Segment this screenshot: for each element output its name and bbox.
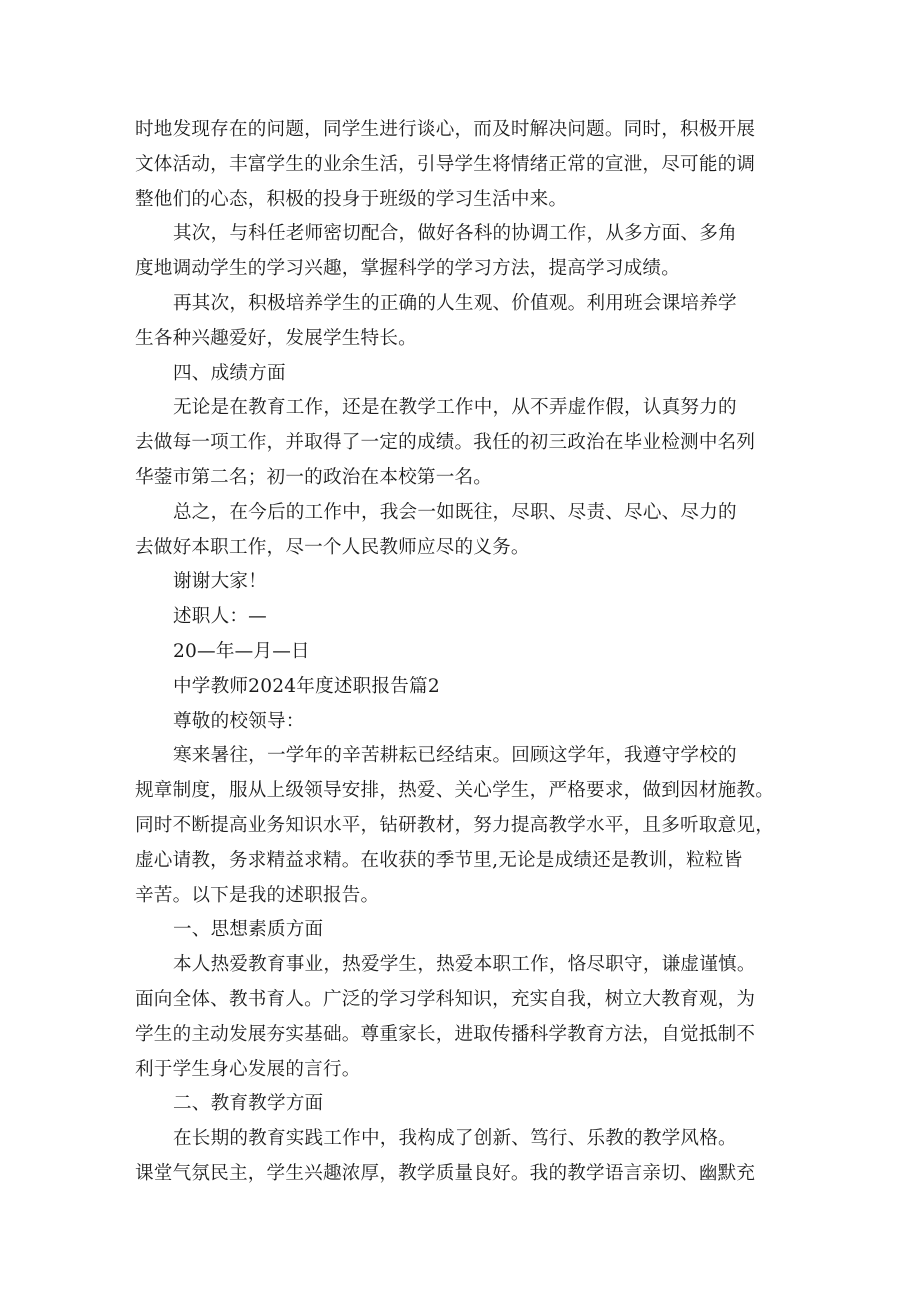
text-line: 总之，在今后的工作中，我会一如既往，尽职、尽责、尽心、尽力的 [173, 501, 737, 523]
text-line: 去做每一项工作，并取得了一定的成绩。我任的初三政治在毕业检测中名列 [135, 432, 756, 454]
text-line: 辛苦。以下是我的述职报告。 [135, 884, 380, 906]
text-line: 度地调动学生的学习兴趣，掌握科学的学习方法，提高学习成绩。 [135, 258, 681, 280]
paragraph [135, 1122, 787, 1192]
paragraph [135, 739, 787, 913]
paragraph [135, 391, 787, 495]
document-title [135, 670, 787, 705]
date-line [135, 635, 787, 670]
paragraph [135, 496, 787, 566]
paragraph [135, 948, 787, 1087]
paragraph [135, 287, 787, 357]
text-line: 一、思想素质方面 [173, 919, 324, 941]
text-line: 述职人：— [173, 606, 267, 628]
section-heading [135, 913, 787, 948]
text-line: 文体活动，丰富学生的业余生活，引导学生将情绪正常的宣泄，尽可能的调 [135, 153, 756, 175]
text-line: 去做好本职工作，尽一个人民教师应尽的义务。 [135, 536, 530, 558]
paragraph [135, 217, 787, 287]
text-line: 20—年—月—日 [173, 640, 310, 662]
text-line: 本人热爱教育事业，热爱学生，热爱本职工作，恪尽职守，谦虚谨慎。 [173, 954, 756, 976]
paragraph [135, 113, 787, 217]
salutation [135, 705, 787, 740]
text-line: 谢谢大家！ [173, 571, 267, 593]
text-line: 中学教师2024年度述职报告篇2 [173, 675, 440, 697]
text-line: 二、教育教学方面 [173, 1093, 324, 1115]
text-line: 生各种兴趣爱好，发展学生特长。 [135, 327, 417, 349]
text-line: 无论是在教育工作，还是在教学工作中，从不弄虚作假，认真努力的 [173, 397, 737, 419]
text-line: 在长期的教育实践工作中，我构成了创新、笃行、乐教的教学风格。 [173, 1128, 737, 1150]
signature-line [135, 600, 787, 635]
closing-thanks [135, 565, 787, 600]
text-line: 虚心请教，务求精益求精。在收获的季节里,无论是成绩还是教训，粒粒皆 [135, 849, 743, 871]
text-line: 利于学生身心发展的言行。 [135, 1058, 361, 1080]
document-page [135, 113, 787, 1192]
text-line: 同时不断提高业务知识水平，钻研教材，努力提高教学水平，且多听取意见， [135, 814, 774, 836]
text-line: 华蓥市第二名；初一的政治在本校第一名。 [135, 466, 493, 488]
section-heading [135, 1087, 787, 1122]
text-line: 学生的主动发展夯实基础。尊重家长，进取传播科学教育方法，自觉抵制不 [135, 1023, 756, 1045]
section-heading [135, 357, 787, 392]
text-line: 时地发现存在的问题，同学生进行谈心，而及时解决问题。同时，积极开展 [135, 119, 756, 140]
text-line: 其次，与科任老师密切配合，做好各科的协调工作，从多方面、多角 [173, 223, 737, 245]
text-line: 课堂气氛民主，学生兴趣浓厚，教学质量良好。我的教学语言亲切、幽默充 [135, 1162, 756, 1184]
text-line: 寒来暑往，一学年的辛苦耕耘已经结束。回顾这学年，我遵守学校的 [173, 745, 737, 767]
text-line: 尊敬的校领导： [173, 710, 305, 732]
text-line: 四、成绩方面 [173, 362, 286, 384]
text-line: 整他们的心态，积极的投身于班级的学习生活中来。 [135, 188, 568, 210]
text-line: 再其次，积极培养学生的正确的人生观、价值观。利用班会课培养学 [173, 292, 737, 314]
text-line: 规章制度，服从上级领导安排，热爱、关心学生，严格要求，做到因材施教。 [135, 780, 774, 802]
text-line: 面向全体、教书育人。广泛的学习学科知识，充实自我，树立大教育观，为 [135, 988, 756, 1010]
